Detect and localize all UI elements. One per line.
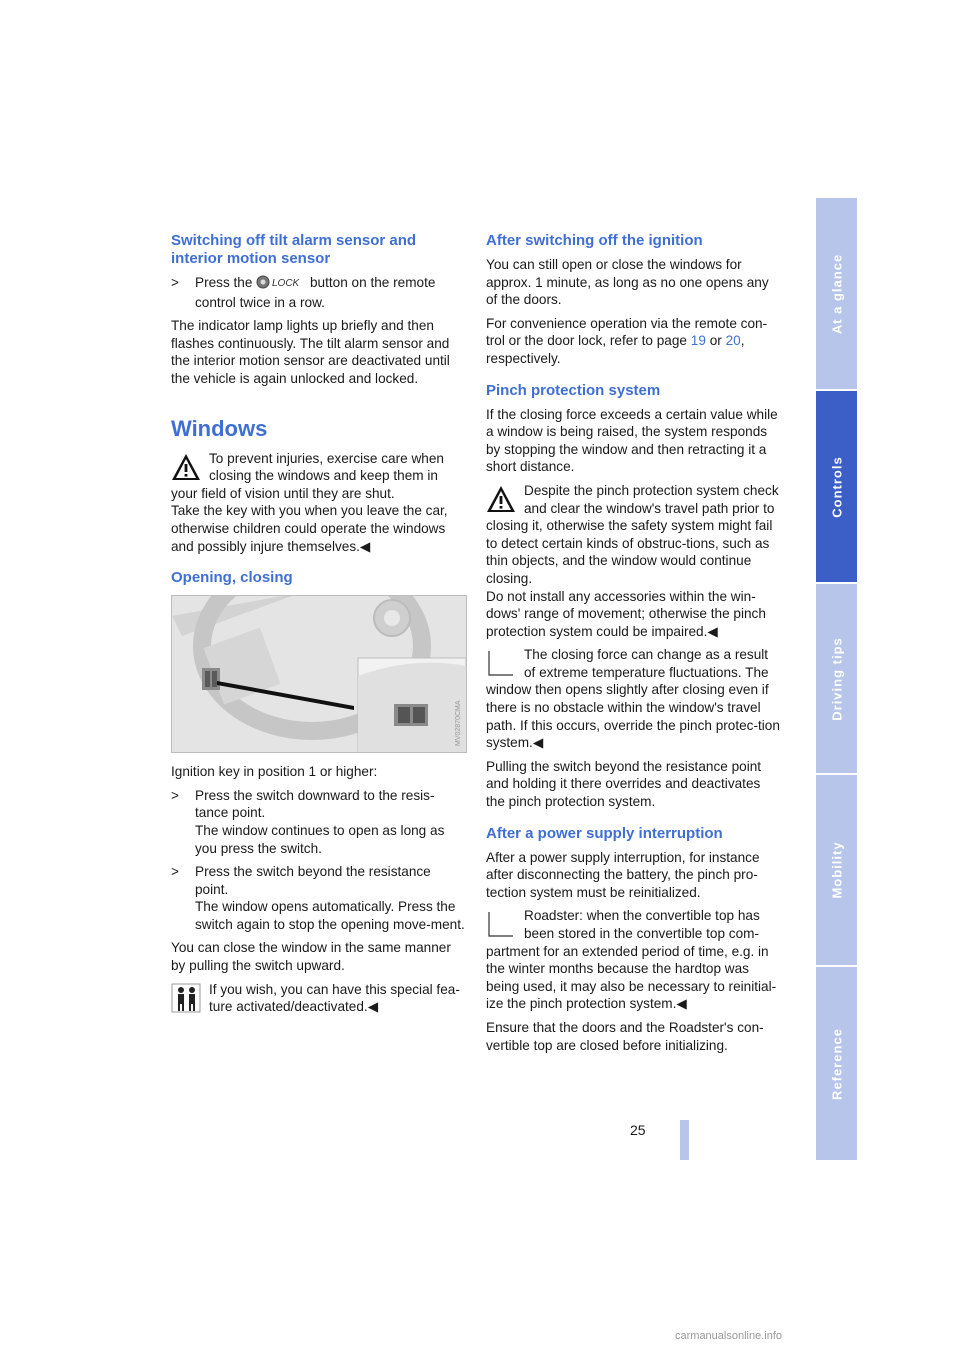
page-link-20[interactable]: 20: [725, 333, 741, 349]
page-number: 25: [630, 1122, 646, 1138]
warning-text: Take the key with you when you leave the car, otherwise children could operate the windows and possibly injure themselves.◀: [171, 503, 448, 554]
right-column: [486, 228, 782, 1060]
heading-windows: Windows: [171, 415, 268, 441]
note-arrow-icon: [486, 909, 516, 939]
window-switch-photo: [171, 595, 467, 753]
special-feature-note: [171, 981, 467, 1016]
bullet-text: Press the: [195, 275, 253, 290]
paragraph-text: or: [709, 333, 722, 349]
sidebar-tab-driving-tips[interactable]: [816, 584, 857, 773]
warning-text: To prevent injuries, exercise care when closing the windows and keep them in your field of vision until they are shut.: [171, 450, 444, 501]
paragraph-indicator: The indicator lamp lights up briefly and then flashes continuously. The tilt alarm sensor and the interior motion sensor are deactivated until the vehicle is again unlocked and locked.: [171, 318, 450, 386]
note-text: If you wish, you can have this special fea-ture activated/deactivated.◀: [209, 981, 460, 1015]
warning-note-injuries: [171, 450, 467, 556]
bullet-text: button on the remote control twice in a row.: [195, 275, 436, 310]
left-column: [171, 228, 467, 1022]
list-item: [171, 863, 467, 933]
paragraph-closing-force: If the closing force exceeds a certain value while a window is being raised, the system responds by stopping the window and then retracting it a short distance.: [486, 406, 778, 475]
note-text: Roadster: when the convertible top has been stored in the convertible top com-partment for an extended period of time, e.g. in the winter months because the hardtop was being used, it may also be necessary to reinitial-ize the pinch protection system.◀: [486, 908, 777, 1012]
lock-label: LOCK: [272, 278, 300, 289]
paragraph-text: , respectively.: [486, 333, 745, 366]
heading-pinch-protection: Pinch protection system: [486, 381, 661, 399]
service-technician-icon: [171, 983, 201, 1013]
temperature-note: [486, 646, 782, 752]
paragraph-close: You can close the window in the same manner by pulling the switch upward.: [171, 940, 451, 974]
heading-opening-closing: Opening, closing: [171, 569, 293, 587]
roadster-note: [486, 907, 782, 1013]
warning-triangle-icon: [171, 452, 201, 482]
paragraph-text: For convenience operation via the remote con-trol or the door lock, refer to page: [486, 315, 768, 349]
bullet-text: Press the switch beyond the resistance point.: [195, 864, 431, 897]
sidebar-tab-label: Controls: [829, 455, 844, 518]
paragraph-pulling: Pulling the switch beyond the resistance point and holding it there overrides and deactivates the pinch protection system.: [486, 758, 762, 810]
list-item: [171, 274, 467, 311]
paragraph-still-open: You can still open or close the windows for approx. 1 minute, as long as no one opens any of the doors.: [486, 257, 769, 308]
sidebar-tab-label: Driving tips: [829, 636, 844, 721]
bullet-marker: >: [171, 864, 179, 880]
watermark: carmanualsonline.info: [675, 1330, 783, 1342]
remote-lock-button-icon: [256, 275, 306, 294]
sidebar-tab-reference[interactable]: [816, 967, 857, 1160]
sidebar-tab-label: At a glance: [829, 253, 844, 334]
sidebar-tab-label: Reference: [829, 1027, 844, 1100]
bullet-marker: >: [171, 787, 179, 803]
heading-switching-off: Switching off tilt alarm sensor and interior motion sensor: [171, 232, 417, 267]
list-item: [171, 787, 467, 857]
paragraph-convenience: [486, 315, 782, 368]
heading-after-ignition: After switching off the ignition: [486, 232, 703, 249]
note-arrow-icon: [486, 648, 516, 678]
photo-code: MV02870CMA: [455, 700, 462, 747]
page-link-19[interactable]: 19: [690, 333, 706, 349]
sidebar-tab-controls[interactable]: [816, 391, 857, 582]
sidebar-tab-at-a-glance[interactable]: [816, 198, 857, 389]
paragraph-ensure: Ensure that the doors and the Roadster's con-vertible top are closed before initializing.: [486, 1019, 764, 1053]
page-number-bar: [680, 1120, 689, 1160]
note-text: The closing force can change as a result of extreme temperature fluctuations. The window then opens slightly after closing even if there is no obstacle within the window's travel path. If this occurs, override the pinch protec-tion system.◀: [486, 647, 780, 751]
paragraph-power: After a power supply interruption, for instance after disconnecting the battery, the pinch pro-tection system must be reinitialized.: [486, 849, 760, 900]
warning-text: Despite the pinch protection system check and clear the window's travel path prior to closing it, otherwise the safety system might fail to detect certain kinds of obstruc-tions, such as thin objects, and the window would continue closing.: [486, 482, 779, 586]
paragraph-ignition: Ignition key in position 1 or higher:: [171, 764, 378, 780]
warning-triangle-icon: [486, 484, 516, 514]
bullet-marker: >: [171, 275, 179, 290]
bullet-text: Press the switch downward to the resis-tance point.: [195, 787, 435, 821]
bullet-text: The window continues to open as long as you press the switch.: [195, 822, 445, 856]
warning-note-pinch: [486, 482, 782, 640]
bullet-text: The window opens automatically. Press the switch again to stop the opening move-ment.: [195, 899, 465, 932]
sidebar-tab-mobility[interactable]: [816, 775, 857, 965]
heading-power-interruption: After a power supply interruption: [486, 824, 723, 842]
warning-text: Do not install any accessories within the win-dows' range of movement; otherwise the pinch protection system could be impaired.◀: [486, 588, 766, 639]
sidebar-tab-label: Mobility: [829, 841, 844, 899]
